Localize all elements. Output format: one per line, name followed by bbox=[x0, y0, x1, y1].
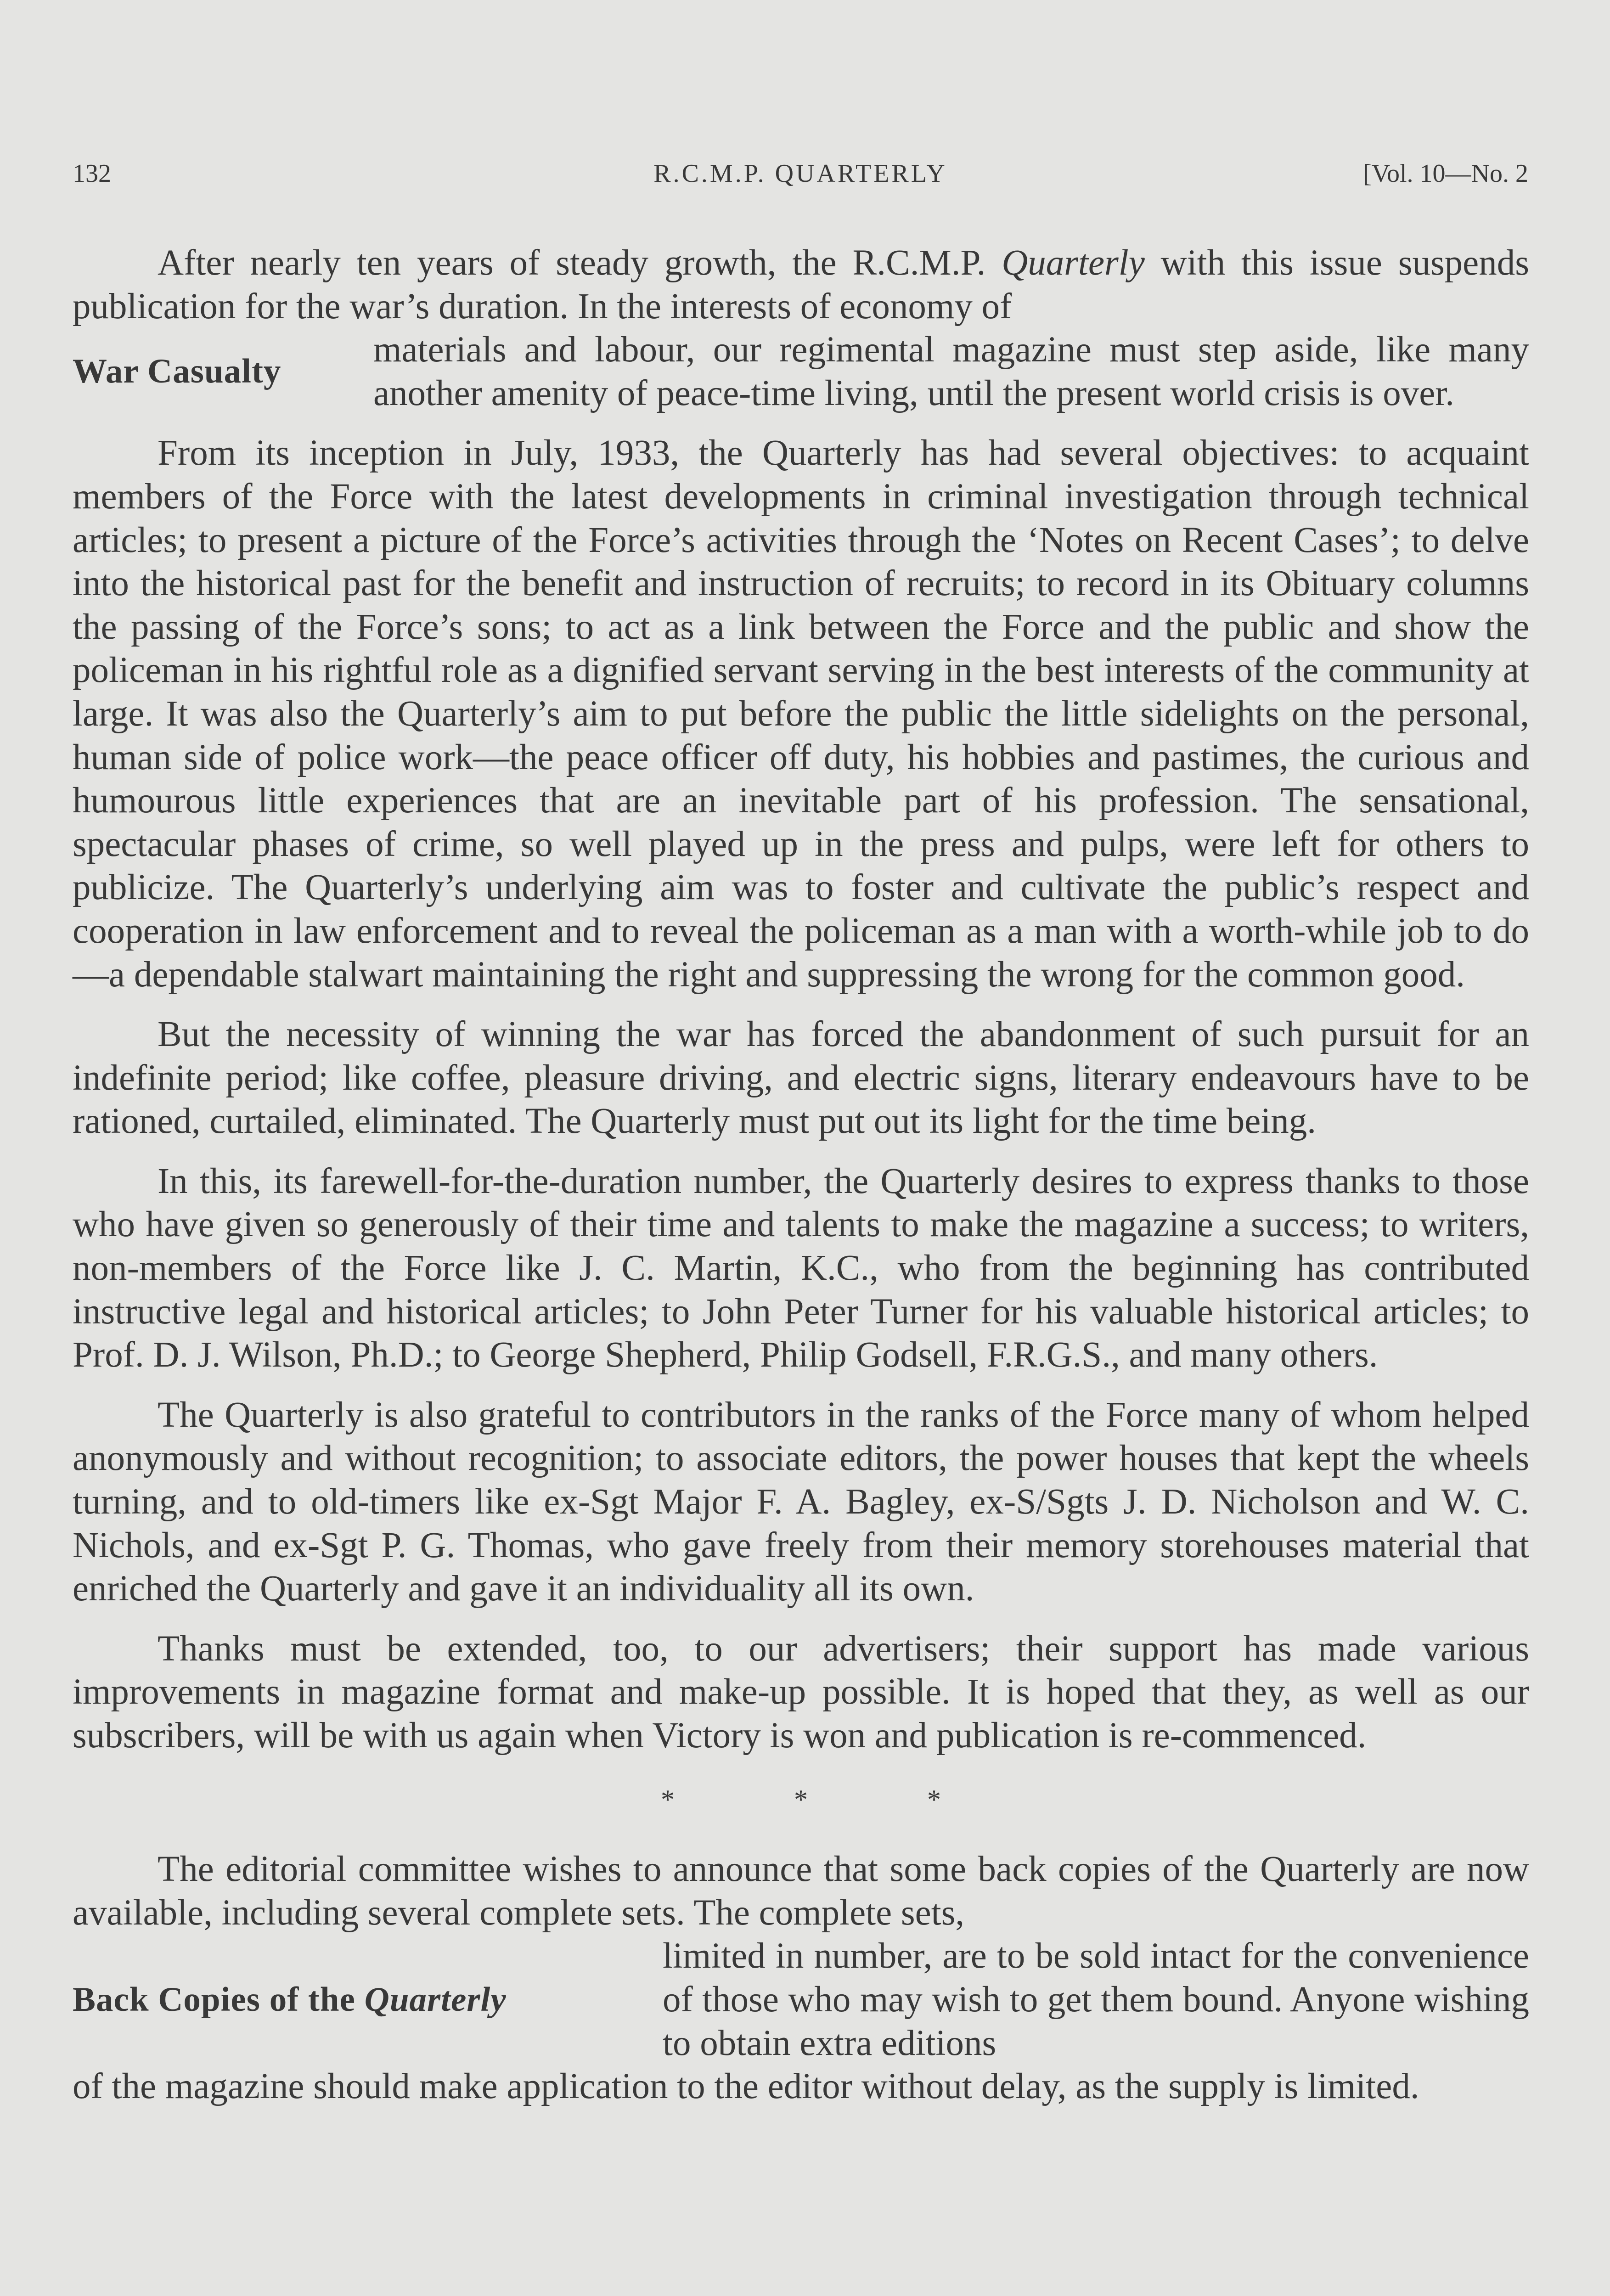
article-body bbox=[73, 242, 1529, 2125]
war-casualty-side-text: materials and labour, our regimental magazine must step aside, like many another amenity of peace-time living, until the present world crisis is over. bbox=[373, 330, 1529, 413]
volume-info: [Vol. 10—No. 2 bbox=[1363, 159, 1528, 188]
back-copies-side-text: limited in number, are to be sold intact for the convenience of those who may wish to get them bound. Anyone wishing to obtain extra editions bbox=[663, 1936, 1529, 2063]
separator-asterisk: * bbox=[927, 1784, 941, 1815]
running-title: R.C.M.P. QUARTERLY bbox=[653, 159, 947, 188]
paragraph-thanks-writers: In this, its farewell-for-the-duration number, the Quarterly desires to express thanks to those who have given so generously of their time and talents to make the magazine a success; to writers, non-members of the Force like J. C. Martin, K.C., who from the beginning has contributed instructive legal and historical articles; to John Peter Turner for his valuable historical articles; to Prof. D. J. Wilson, Ph.D.; to George Shepherd, Philip Godsell, F.R.G.S., and many others. bbox=[73, 1161, 1529, 1375]
paragraph-thanks-advertisers: Thanks must be extended, too, to our advertisers; their support has made various improvements in magazine format and make-up possible. It is hoped that they, as well as our subscribers, will be with us again when Victory is won and publication is re-commenced. bbox=[73, 1628, 1529, 1756]
page-number: 132 bbox=[73, 159, 111, 188]
war-casualty-intro: After nearly ten years of steady growth, the R.C.M.P. Quarterly with this issue suspends publication for the war’s duration. In the interests of economy of bbox=[73, 243, 1529, 326]
war-casualty-section bbox=[73, 328, 1529, 415]
page-header bbox=[73, 152, 1528, 203]
paragraph-thanks-contributors: The Quarterly is also grateful to contributors in the ranks of the Force many of whom helped anonymously and without recognition; to associate editors, the power houses that kept the wheels turning, and to old-timers like ex-Sgt Major F. A. Bagley, ex-S/Sgts J. D. Nicholson and W. C. Nichols, and ex-Sgt P. G. Thomas, who gave freely from their memory storehouses material that enriched the Quarterly and gave it an individuality all its own. bbox=[73, 1395, 1529, 1609]
paragraph-objectives: From its inception in July, 1933, the Quarterly has had several objectives: to acquaint members of the Force with the latest developments in criminal investigation through technical articles; to present a picture of the Force’s activities through the ‘Notes on Recent Cases’; to delve into the historical past for the benefit and instruction of recruits; to record in its Obituary columns the passing of the Force’s sons; to act as a link between the Force and the public and show the policeman in his rightful role as a dignified servant serving in the best interests of the community at large. It was also the Quarterly’s aim to put before the public the little sidelights on the personal, human side of police work—the peace officer off duty, his hobbies and pastimes, the curious and humourous little experiences that are an inevitable part of his profession. The sensational, spectacular phases of crime, so well played up in the press and pulps, were left for others to publicize. The Quarterly’s underlying aim was to foster and cultivate the public’s respect and cooperation in law enforcement and to reveal the policeman as a man with a worth-while job to do—a dependable stalwart maintaining the right and suppressing the wrong for the common good. bbox=[73, 433, 1529, 995]
separator-asterisk: * bbox=[661, 1784, 675, 1815]
back-copies-section bbox=[73, 1935, 1529, 2065]
paragraph-war-necessity: But the necessity of winning the war has forced the abandonment of such pursuit for an indefinite period; like coffee, pleasure driving, and electric signs, literary endeavours have to be rationed, curtailed, eliminated. The Quarterly must put out its light for the time being. bbox=[73, 1014, 1529, 1142]
section-heading-war-casualty: War Casualty bbox=[73, 352, 281, 391]
separator-asterisk: * bbox=[794, 1784, 808, 1815]
back-copies-outro: of the magazine should make application to the editor without delay, as the supply is limited. bbox=[73, 2066, 1419, 2107]
section-heading-back-copies: Back Copies of the Quarterly bbox=[73, 1980, 507, 2019]
back-copies-intro: The editorial committee wishes to announce that some back copies of the Quarterly are now available, including several complete sets. The complete sets, bbox=[73, 1849, 1529, 1933]
section-separator bbox=[73, 1778, 1529, 1822]
